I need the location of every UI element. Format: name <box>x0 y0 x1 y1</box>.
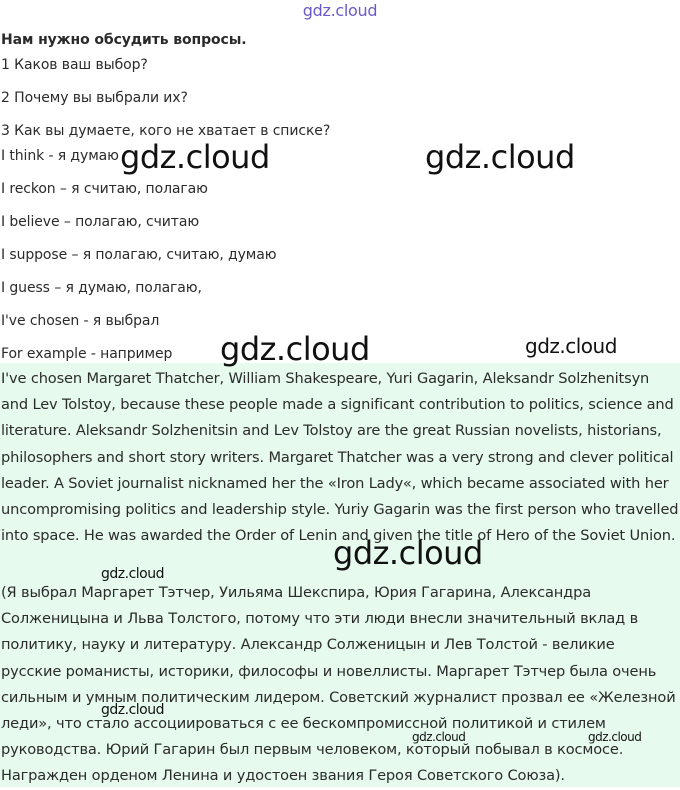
phrase-item: For example - например <box>1 346 173 362</box>
phrase-item: I reckon – я считаю, полагаю <box>1 181 208 197</box>
watermark: gdz.cloud <box>101 702 164 718</box>
answer-english: I've chosen Margaret Thatcher, William Shakespeare, Yuri Gagarin, Aleksandr Solzhenitsyn and Lev Tolstoy, because these people made a significant contribution to politics, science and literature. Aleksandr Solzhenitsin and Lev Tolstoy are the great Russian novelists, historians, philosophers and short story writers. Margaret Thatcher was a very strong and clever political leader. A Soviet journalist nicknamed her the «Iron Lady«, which became associated with her uncompromising politics and leadership style. Yuriy Gagarin was the first person who travelled into space. He was awarded the Order of Lenin and given the title of Hero of the Soviet Union. <box>1 370 679 545</box>
watermark: gdz.cloud <box>425 138 575 176</box>
questions-heading: Нам нужно обсудить вопросы. <box>1 32 247 48</box>
watermark: gdz.cloud <box>220 330 370 368</box>
phrase-item: I believe – полагаю, считаю <box>1 214 200 230</box>
question-item: 2 Почему вы выбрали их? <box>1 90 188 106</box>
watermark: gdz.cloud <box>588 730 642 744</box>
phrase-item: I guess – я думаю, полагаю, <box>1 280 202 296</box>
phrase-item: I've chosen - я выбрал <box>1 313 160 329</box>
phrase-item: I think - я думаю <box>1 148 119 164</box>
watermark: gdz.cloud <box>412 730 466 744</box>
question-item: 3 Как вы думаете, кого не хватает в списке? <box>1 123 331 139</box>
phrase-item: I suppose – я полагаю, считаю, думаю <box>1 247 277 263</box>
watermark: gdz.cloud <box>120 138 270 176</box>
question-item: 1 Каков ваш выбор? <box>1 57 148 73</box>
watermark: gdz.cloud <box>333 534 483 572</box>
watermark: gdz.cloud <box>525 334 617 358</box>
answer-russian: (Я выбрал Маргарет Тэтчер, Уильяма Шекспира, Юрия Гагарина, Александра Солженицына и Льва Толстого, потому что эти люди внесли значительный вклад в политику, науку и литературу. Александр Солженицын и Лев Толстой - великие русские романисты, историки, философы и новеллисты. Маргарет Тэтчер была очень сильным и умным политическим лидером. Советский журналист прозвал ее «Железной леди», что стало ассоциироваться с ее бескомпромиссной политикой и стилем руководства. Юрий Гагарин был первым человеком, который побывал в космосе. Награжден орденом Ленина и удостоен звания Героя Советского Союза). <box>1 584 676 785</box>
watermark: gdz.cloud <box>101 566 164 582</box>
top-watermark: gdz.cloud <box>302 1 378 20</box>
